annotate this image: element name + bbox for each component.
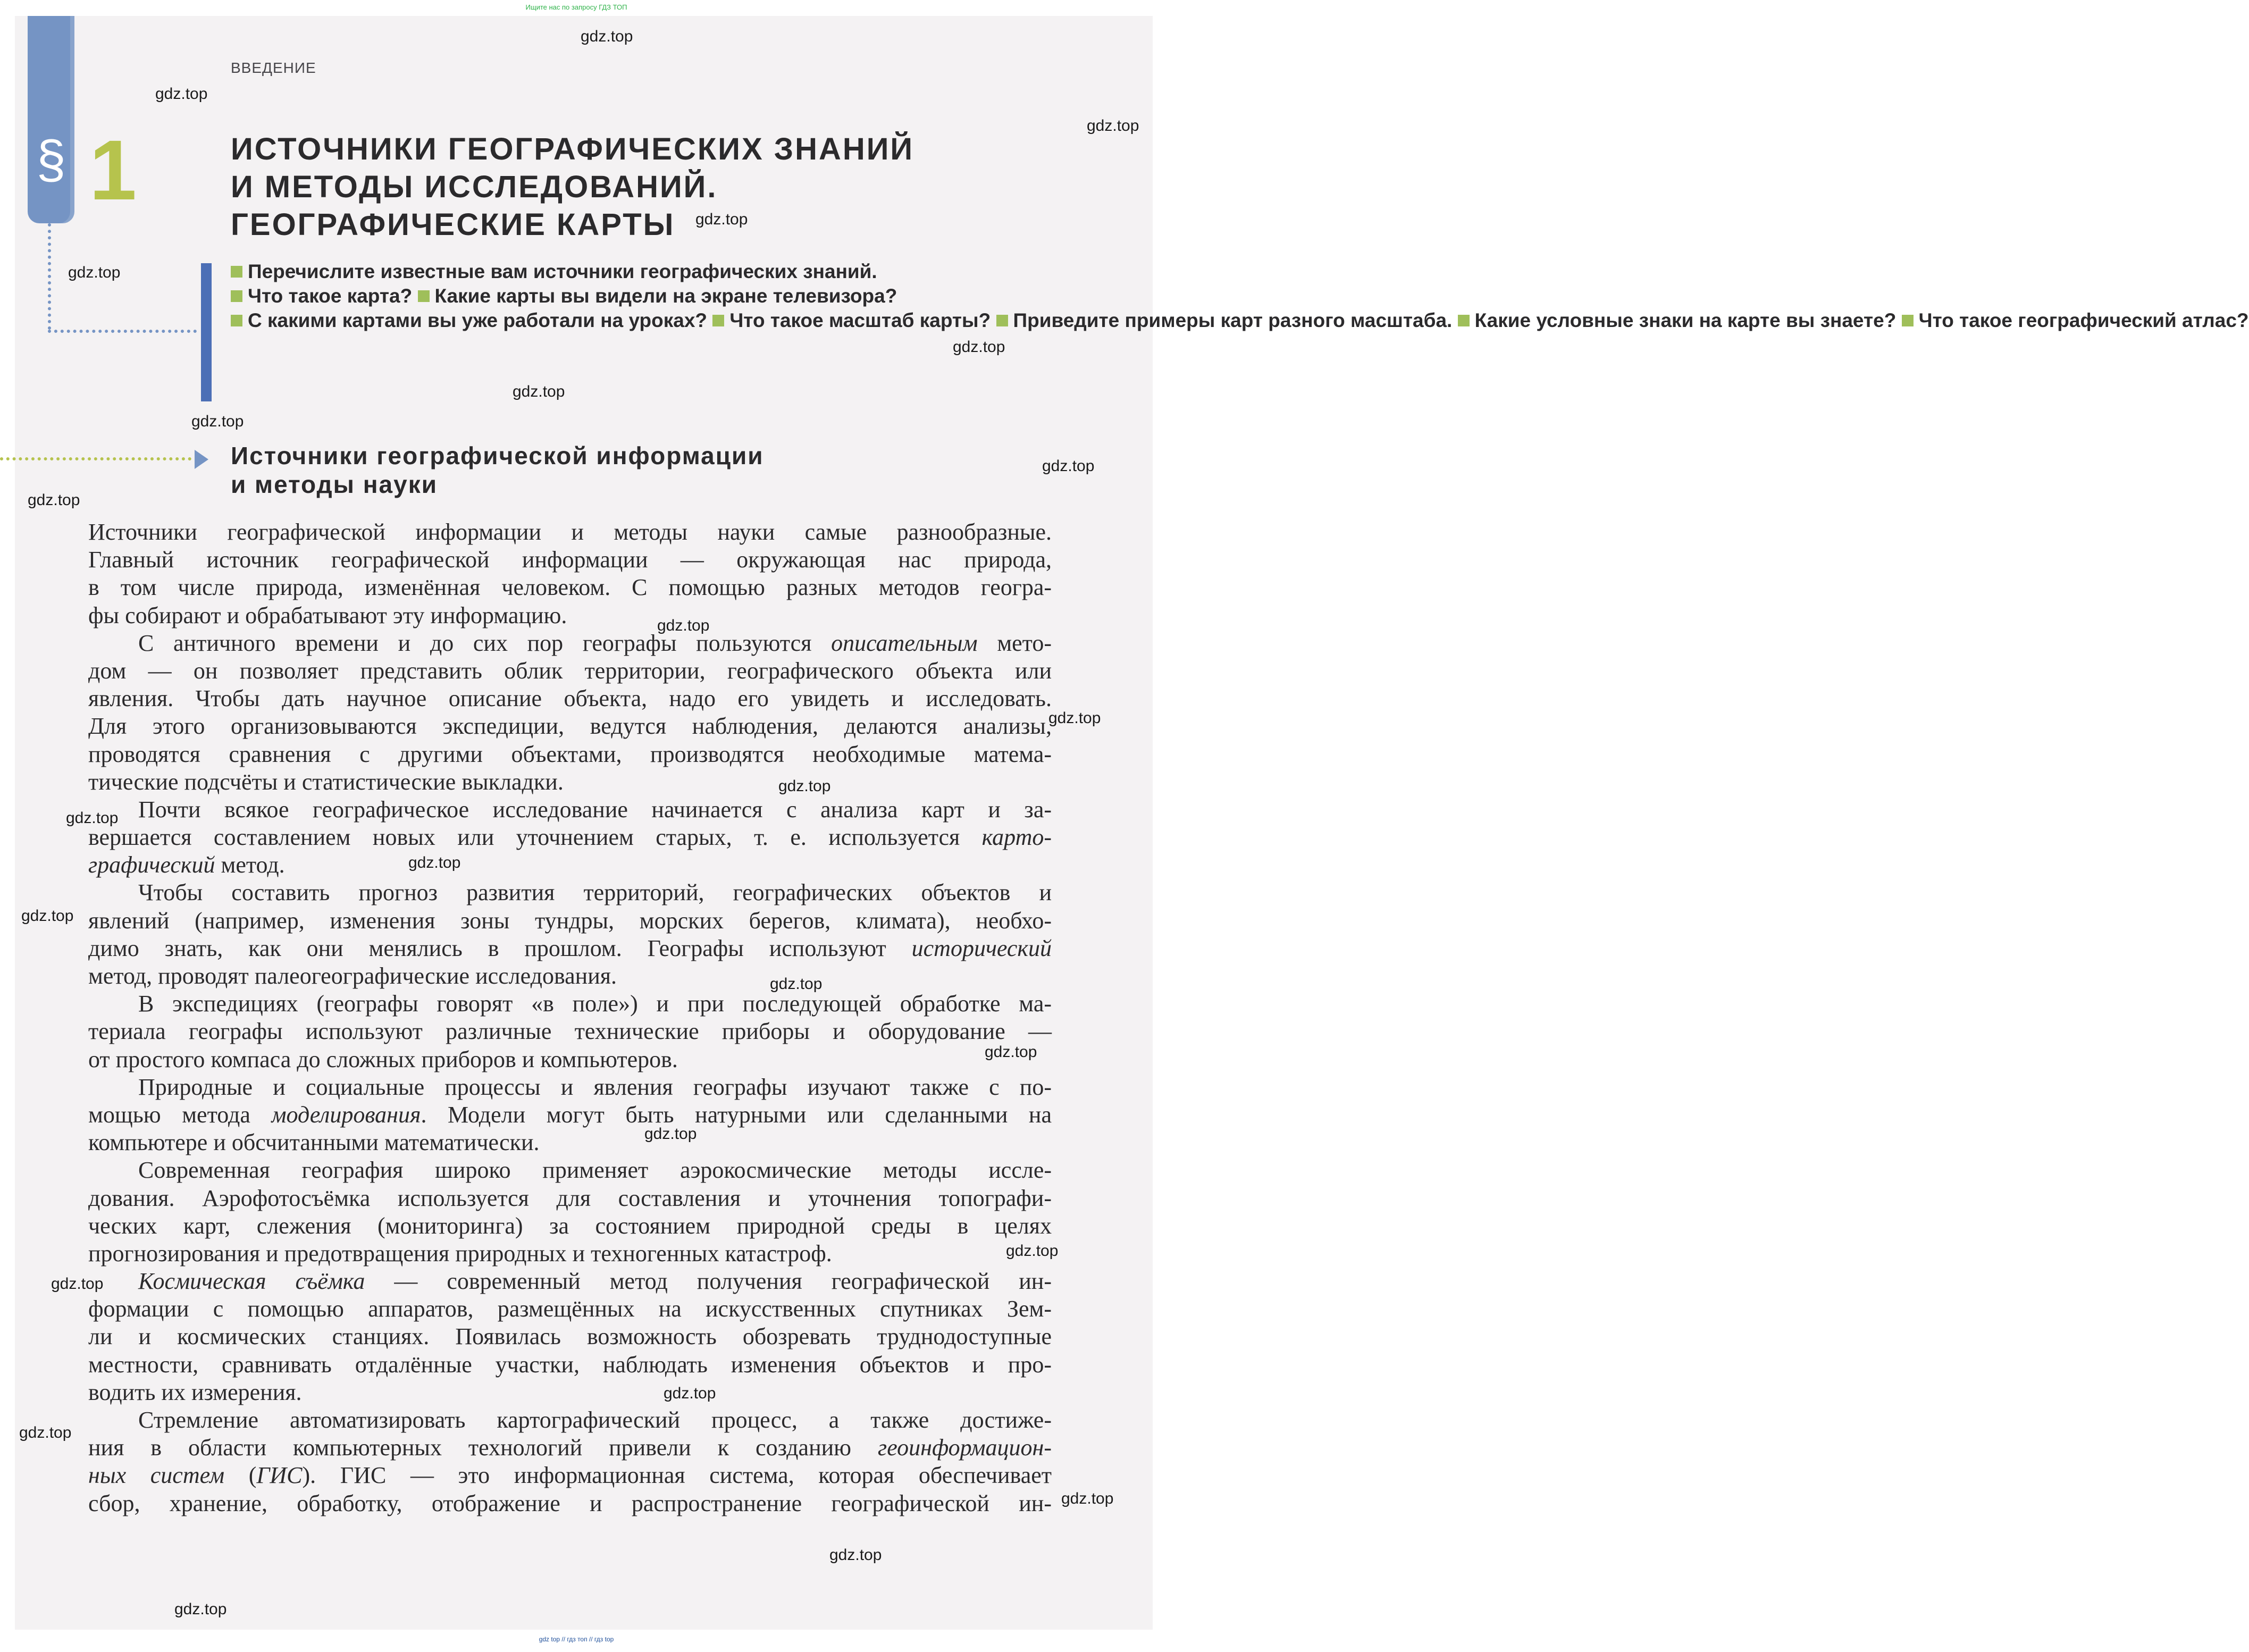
term: ных систем xyxy=(88,1462,225,1489)
body-line: Главный источник географической информации — окружающая нас природа, xyxy=(88,547,1052,573)
body-line: графический метод. xyxy=(88,852,285,878)
body-line: Источники географической информации и методы науки самые разнообразные. xyxy=(88,519,1052,545)
watermark: gdz.top xyxy=(657,617,710,634)
question: Приведите примеры карт разного масштаба. xyxy=(1013,309,1453,331)
questions-bar xyxy=(201,263,212,401)
question: Что такое географический атлас? xyxy=(1918,309,2249,331)
watermark: gdz.top xyxy=(51,1275,104,1293)
bullet-square-icon xyxy=(996,315,1008,326)
body-line: вершается составлением новых или уточнением старых, т. е. используется карто- xyxy=(88,824,1052,851)
term: карто- xyxy=(981,824,1052,851)
body-line: териала географы используют различные технические приборы и оборудование — xyxy=(88,1018,1052,1045)
watermark: gdz.top xyxy=(513,383,565,400)
watermark: gdz.top xyxy=(408,854,461,871)
body-line: метод, проводят палеогеографические исследования. xyxy=(88,963,617,989)
body-line: водить их измерения. xyxy=(88,1379,302,1405)
section-subtitle xyxy=(231,441,764,499)
body-line: прогнозирования и предотвращения природных и техногенных катастроф. xyxy=(88,1240,832,1267)
watermark: gdz.top xyxy=(66,809,119,827)
body-line: тические подсчёты и статистические выкладки. xyxy=(88,768,564,795)
body-line: Почти всякое географическое исследование начинается с анализа карт и за- xyxy=(138,796,1052,823)
watermark: gdz.top xyxy=(829,1546,882,1564)
question: Перечислите известные вам источники географических знаний. xyxy=(248,261,877,282)
paragraph-number: 1 xyxy=(89,122,137,217)
bullet-square-icon xyxy=(231,290,242,302)
title-line: И МЕТОДЫ ИССЛЕДОВАНИЙ. xyxy=(231,170,718,204)
body-line: ли и космических станциях. Появилась возможность обозревать труднодоступные xyxy=(88,1323,1052,1350)
watermark: gdz.top xyxy=(953,338,1005,356)
watermark: gdz.top xyxy=(770,975,823,993)
question: Какие условные знаки на карте вы знаете? xyxy=(1474,309,1896,331)
watermark: gdz.top xyxy=(1048,709,1101,727)
chapter-tab xyxy=(28,16,74,223)
watermark: gdz.top xyxy=(581,28,633,45)
bullet-square-icon xyxy=(231,266,242,278)
watermark: gdz.top xyxy=(155,85,208,103)
body-line: дования. Аэрофотосъёмка используется для составления и уточнения топографи- xyxy=(88,1185,1052,1211)
watermark: gdz.top xyxy=(174,1600,227,1618)
body-line: дом — он позволяет представить облик территории, географического объекта или xyxy=(88,657,1052,684)
body-line: местности, сравнивать отдалённые участки, наблюдать изменения объектов и про- xyxy=(88,1351,1052,1378)
section-label: ВВЕДЕНИЕ xyxy=(231,60,316,76)
watermark: gdz.top xyxy=(191,413,244,430)
term: описательным xyxy=(831,630,978,656)
body-line: явления. Чтобы дать научное описание объекта, надо его увидеть и исследовать. xyxy=(88,685,1052,712)
watermark: gdz.top xyxy=(28,491,80,509)
bullet-square-icon xyxy=(712,315,724,326)
watermark: gdz.top xyxy=(778,777,831,795)
body-line: Космическая съёмка — современный метод получения географической ин- xyxy=(138,1268,1052,1295)
dotted-connector-vertical xyxy=(48,223,51,330)
watermark: gdz.top xyxy=(1042,457,1095,475)
term: исторический xyxy=(911,935,1052,961)
body-line: Для этого организовываются экспедиции, ведутся наблюдения, делаются анализы, xyxy=(88,713,1052,740)
subtitle-dotted-leader xyxy=(0,457,191,460)
watermark: gdz.top xyxy=(695,211,748,228)
review-questions xyxy=(231,259,2249,333)
body-line: ческих карт, слежения (мониторинга) за состоянием природной среды в целях xyxy=(88,1212,1052,1239)
watermark: gdz.top xyxy=(19,1424,72,1441)
subtitle-line: и методы науки xyxy=(231,471,438,498)
question: Что такое карта? xyxy=(248,285,413,307)
body-line: явлений (например, изменения зоны тундры, морских берегов, климата), необхо- xyxy=(88,907,1052,934)
body-line: ных систем (ГИС). ГИС — это информационная система, которая обеспечивает xyxy=(88,1462,1052,1489)
watermark: gdz.top xyxy=(985,1043,1037,1061)
term: моделирования xyxy=(271,1101,421,1128)
dotted-connector-horizontal xyxy=(48,330,197,333)
body-line: сбор, хранение, обработку, отображение и распространение географической ин- xyxy=(88,1490,1052,1516)
watermark: gdz.top xyxy=(1006,1242,1059,1260)
body-line: от простого компаса до сложных приборов и компьютеров. xyxy=(88,1046,678,1072)
title-line: ГЕОГРАФИЧЕСКИЕ КАРТЫ xyxy=(231,207,675,242)
term: Космическая съёмка xyxy=(138,1268,365,1295)
question: С какими картами вы уже работали на уроках? xyxy=(248,309,708,331)
term: графический xyxy=(88,852,215,878)
body-line: Чтобы составить прогноз развития территорий, географических объектов и xyxy=(138,879,1052,906)
bullet-square-icon xyxy=(1902,315,1914,326)
body-line: Природные и социальные процессы и явления географы изучают также с по- xyxy=(138,1074,1052,1100)
body-line: проводятся сравнения с другими объектами, производятся необходимые матема- xyxy=(88,741,1052,767)
bullet-square-icon xyxy=(1458,315,1470,326)
question: Какие карты вы видели на экране телевизора? xyxy=(434,285,897,307)
body-line: формации с помощью аппаратов, размещённых на искусственных спутниках Зем- xyxy=(88,1296,1052,1322)
bullet-square-icon xyxy=(231,315,242,326)
subtitle-line: Источники географической информации xyxy=(231,442,764,469)
term: ГИС xyxy=(256,1462,303,1489)
watermark: gdz.top xyxy=(21,907,74,925)
title-line: ИСТОЧНИКИ ГЕОГРАФИЧЕСКИХ ЗНАНИЙ xyxy=(231,132,914,166)
watermark: gdz.top xyxy=(1061,1490,1114,1507)
question: Что такое масштаб карты? xyxy=(729,309,991,331)
body-line: Современная география широко применяет аэрокосмические методы иссле- xyxy=(138,1157,1052,1184)
subtitle-arrow-icon xyxy=(195,450,208,469)
body-line: мощью метода моделирования. Модели могут быть натурными или сделанными на xyxy=(88,1101,1052,1128)
body-line: в том числе природа, изменённая человеком. С помощью разных методов геогра- xyxy=(88,574,1052,601)
bullet-square-icon xyxy=(418,290,430,302)
watermark: gdz.top xyxy=(664,1385,716,1402)
body-line: ния в области компьютерных технологий привели к созданию геоинформацион- xyxy=(88,1435,1052,1461)
body-line: В экспедициях (географы говорят «в поле») и при последующей обработке ма- xyxy=(138,991,1052,1017)
body-line: компьютере и обсчитанными математически. xyxy=(88,1129,540,1156)
page-title xyxy=(231,130,1007,244)
bottom-banner: gdz top // гдз топ // гдз top xyxy=(539,1636,614,1643)
top-banner: Ищите нас по запросу ГДЗ ТОП xyxy=(525,3,627,11)
term: геоинформацион- xyxy=(878,1435,1052,1461)
watermark: gdz.top xyxy=(1087,117,1139,135)
body-line: С античного времени и до сих пор географы пользуются описательным мето- xyxy=(138,630,1052,656)
body-line: Стремление автоматизировать картографический процесс, а также достиже- xyxy=(138,1407,1052,1433)
body-text xyxy=(88,518,1052,1517)
watermark: gdz.top xyxy=(68,264,121,281)
body-line: димо знать, как они менялись в прошлом. Географы используют исторический xyxy=(88,935,1052,961)
paragraph-symbol: § xyxy=(36,130,66,189)
body-line: фы собирают и обрабатывают эту информацию. xyxy=(88,602,567,628)
watermark: gdz.top xyxy=(644,1125,697,1143)
